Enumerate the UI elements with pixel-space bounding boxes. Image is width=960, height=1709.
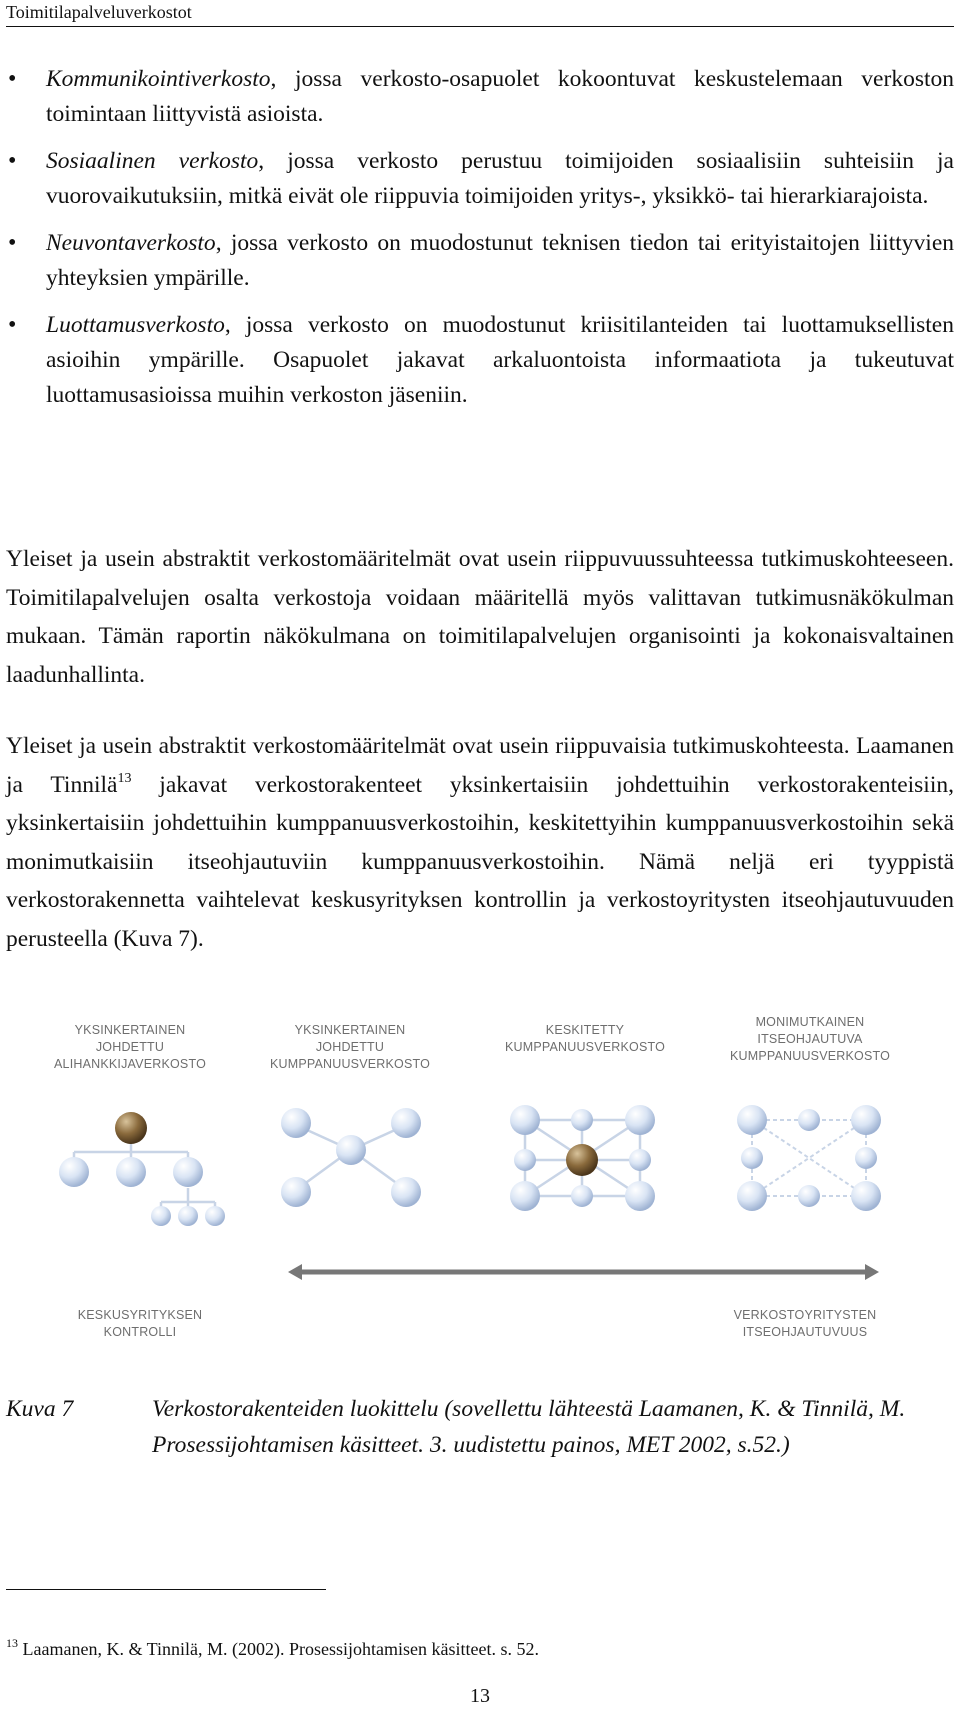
network-node <box>281 1177 311 1207</box>
caption-number: Kuva 7 <box>6 1396 74 1422</box>
network-label-complex-partnership: MONIMUTKAINEN ITSEOHJAUTUVA KUMPPANUUSVERKOSTO <box>729 1015 891 1063</box>
network-node <box>514 1149 536 1171</box>
control-axis-arrow <box>288 1264 879 1280</box>
network-node <box>510 1181 540 1211</box>
bullet-text: , jossa verkosto perustuu toimijoiden sosiaalisiin suhteisiin ja vuorovaikutuksiin, mitkä eivät ole riippuvia toimijoiden yritys-, yksikkö- tai hierarkiarajoista. <box>46 148 954 209</box>
hub-node <box>566 1144 598 1176</box>
network-node <box>571 1109 593 1131</box>
network-node <box>178 1206 198 1226</box>
network-node <box>737 1105 767 1135</box>
network-label-simple-partnership: YKSINKERTAINEN JOHDETTU KUMPPANUUSVERKOSTO <box>269 1023 431 1071</box>
network-node <box>116 1157 146 1187</box>
axis-label-right: VERKOSTOYRITYSTEN ITSEOHJAUTUVUUS <box>733 1308 877 1339</box>
bullet-term: Neuvontaverkosto <box>46 230 216 256</box>
network-label-subcontractor: YKSINKERTAINEN JOHDETTU ALIHANKKIJAVERKOSTO <box>54 1023 206 1071</box>
bullet-text: , jossa verkosto-osapuolet kokoontuvat keskustelemaan verkoston toimintaan liittyvistä asioista. <box>46 66 954 127</box>
network-node <box>510 1105 540 1135</box>
axis-label-left: KESKUSYRITYKSEN KONTROLLI <box>77 1308 203 1339</box>
footnote <box>6 1638 539 1660</box>
network-node <box>625 1181 655 1211</box>
bullet-term: Kommunikointiverkosto <box>46 66 271 92</box>
network-node <box>205 1206 225 1226</box>
network-node <box>737 1181 767 1211</box>
bullet-icon: • <box>8 230 17 256</box>
paragraph-text: Yleiset ja usein abstraktit verkostomääritelmät ovat usein riippuvaisia tutkimuskohteesta. Laamanen ja Tinnilä <box>6 733 954 798</box>
network-node <box>851 1181 881 1211</box>
running-title: Toimitilapalveluverkostot <box>6 2 192 22</box>
network-node <box>571 1185 593 1207</box>
footnote-mark: 13 <box>6 1636 18 1650</box>
network-node <box>629 1149 651 1171</box>
footnote-reference: 13 <box>117 770 132 786</box>
bullet-icon: • <box>8 312 17 338</box>
network-node <box>625 1105 655 1135</box>
network-node <box>851 1105 881 1135</box>
bullet-text: , jossa verkosto on muodostunut teknisen tiedon tai erityistaitojen liittyvien yhteyksien ympärille. <box>46 230 954 291</box>
network-node <box>281 1108 311 1138</box>
page-number: 13 <box>470 1685 490 1707</box>
network-node <box>798 1109 820 1131</box>
network-node <box>59 1157 89 1187</box>
network-node <box>391 1177 421 1207</box>
hub-node <box>336 1135 366 1165</box>
footnote-divider <box>6 1589 326 1590</box>
caption-text: Verkostorakenteiden luokittelu (sovellettu lähteestä Laamanen, K. & Tinnilä, M. Prosessijohtamisen käsitteet. 3. uudistettu painos, MET 2002, s.52.) <box>152 1396 906 1458</box>
network-node <box>855 1147 877 1169</box>
paragraph: Yleiset ja usein abstraktit verkostomääritelmät ovat usein riippuvuussuhteessa tutkimuskohteeseen. Toimitilapalvelujen osalta verkostoja voidaan määritellä myös valittavan tutkimusnäkökulman mukaan. Tämän raportin näkökulmana on toimitilapalvelujen organisointi ja kokonaisvaltainen laadunhallinta. <box>6 546 954 688</box>
paragraph-text: jakavat verkostorakenteet yksinkertaisiin johdettuihin verkostorakenteisiin, yksinkertaisiin johdettuihin kumppanuusverkostoihin, keskitettyihin kumppanuusverkostoihin sekä monimutkaisiin itseohjautuviin kumppanuusverkostoihin. Nämä neljä eri tyyppistä verkostorakennetta vaihtelevat keskusyrityksen kontrollin ja verkostoyritysten itseohjautuvuuden perusteella (Kuva 7). <box>6 771 954 952</box>
network-node <box>173 1157 203 1187</box>
bullet-term: Sosiaalinen verkosto <box>46 148 259 174</box>
bullet-text: , jossa verkosto on muodostunut kriisitilanteiden tai luottamuksellisten asioihin ympärille. Osapuolet jakavat arkaluontoista informaatiota ja tukeutuvat luottamusasioissa muihin verkoston jäseniin. <box>46 312 954 408</box>
network-node <box>391 1108 421 1138</box>
footnote-text: Laamanen, K. & Tinnilä, M. (2002). Prosessijohtamisen käsitteet. s. 52. <box>22 1639 539 1659</box>
bullet-icon: • <box>8 66 17 92</box>
network-label-centralized-partnership: KESKITETTY KUMPPANUUSVERKOSTO <box>504 1023 666 1054</box>
network-diagram-complex-partnership <box>752 1120 866 1196</box>
network-node <box>151 1206 171 1226</box>
bullet-term: Luottamusverkosto <box>46 312 225 338</box>
bullet-icon: • <box>8 148 17 174</box>
network-node <box>798 1185 820 1207</box>
hub-node <box>115 1112 147 1144</box>
network-node <box>741 1147 763 1169</box>
